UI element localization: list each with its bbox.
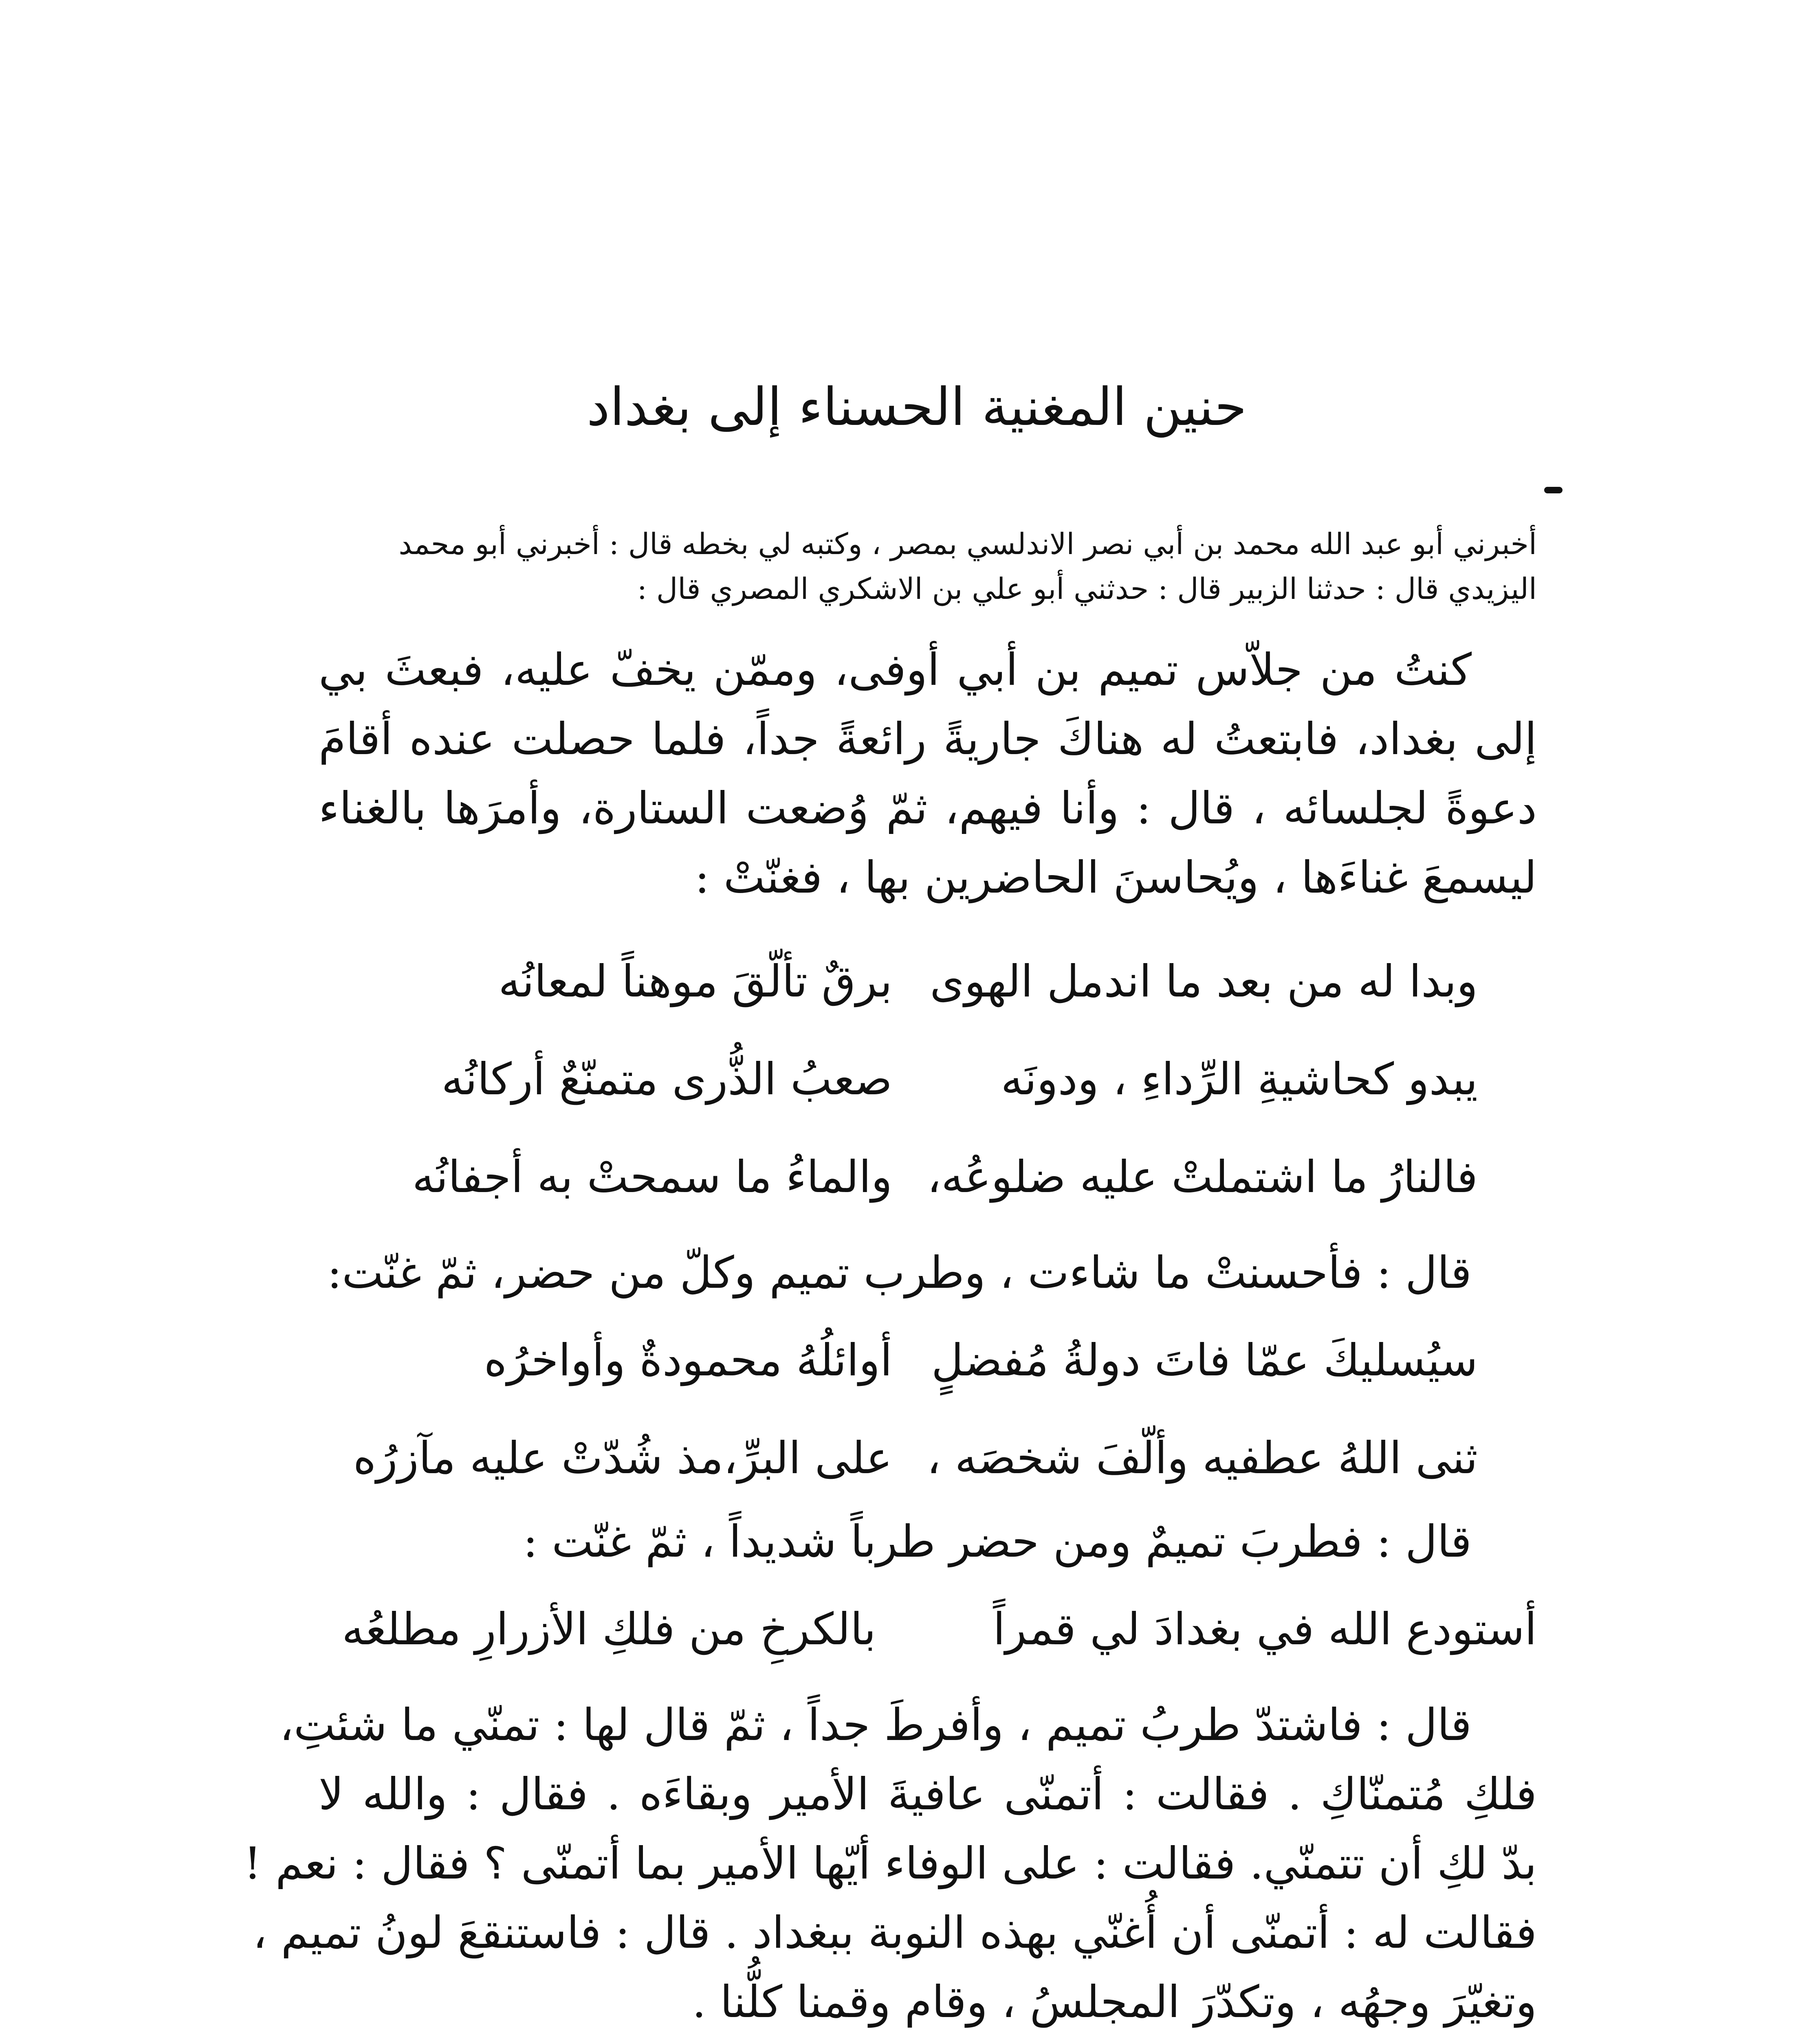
verse-first-hemistich: فالنارُ ما اشتملتْ عليه ضلوعُه،	[927, 1152, 1478, 1203]
verse-first-hemistich: ثنى اللهُ عطفيه وألّفَ شخصَه ،	[927, 1433, 1478, 1484]
paragraph-line: دعوةً لجلسائه ، قال : وأنا فيهم، ثمّ وُضعت الستارة، وأمرَها بالغناء	[319, 783, 1537, 834]
narration-line: قال : فأحسنتْ ما شاءت ، وطرب تميم وكلّ من حضر، ثمّ غنّت:	[327, 1247, 1472, 1298]
paragraph-line: ليسمعَ غناءَها ، ويُحاسنَ الحاضرين بها ، فغنّتْ :	[695, 852, 1537, 903]
verse-first-hemistich: سيُسليكَ عمّا فاتَ دولةُ مُفضلٍ	[931, 1335, 1478, 1386]
verse-second-hemistich: صعبُ الذُّرى متمنّعٌ أركانُه	[441, 1054, 892, 1105]
paragraph-line: بدّ لكِ أن تتمنّي. فقالت : على الوفاء أيّها الأمير بما أتمنّى ؟ فقال : نعم !	[244, 1838, 1537, 1889]
paragraph-line: فقالت له : أتمنّى أن أُغنّي بهذه النوبة ببغداد . قال : فاستنقعَ لونُ تميم ،	[253, 1907, 1537, 1958]
paragraph-line: كنتُ من جلاّس تميم بن أبي أوفى، وممّن يخفّ عليه، فبعثَ بي	[319, 645, 1472, 695]
paragraph-line: إلى بغداد، فابتعتُ له هناكَ جاريةً رائعةً جداً، فلما حصلت عنده أقامَ	[319, 714, 1537, 765]
verse-second-hemistich: بالكرخِ من فلكِ الأزرارِ مطلعُه	[342, 1604, 876, 1655]
verse-first-hemistich: أستودع الله في بغدادَ لي قمراً	[993, 1604, 1537, 1655]
verse-second-hemistich: أوائلُهُ محمودةٌ وأواخرُه	[484, 1335, 892, 1386]
verse-second-hemistich: على البرِّ،مذ شُدّتْ عليه مآزرُه	[353, 1433, 892, 1484]
chapter-title: حنين المغنية الحسناء إلى بغداد	[586, 377, 1247, 438]
verse-second-hemistich: برقٌ تألّقَ موهناً لمعانُه	[498, 956, 892, 1007]
paragraph-line: وتغيّرَ وجهُه ، وتكدّرَ المجلسُ ، وقام وقمنا كلُّنا .	[692, 1977, 1537, 2028]
paragraph-line: قال : فاشتدّ طربُ تميم ، وأفرطَ جداً ، ثمّ قال لها : تمنّي ما شئتِ،	[279, 1700, 1472, 1751]
isnad-line: أخبرني أبو عبد الله محمد بن أبي نصر الاندلسي بمصر ، وكتبه لي بخطه قال : أخبرني أبو محمد	[398, 527, 1537, 561]
verse-first-hemistich: وبدا له من بعد ما اندمل الهوى	[930, 956, 1478, 1007]
narration-line: قال : فطربَ تميمٌ ومن حضر طرباً شديداً ، ثمّ غنّت :	[523, 1516, 1472, 1567]
isnad-line: اليزيدي قال : حدثنا الزبير قال : حدثني أبو علي بن الاشكري المصري قال :	[637, 572, 1537, 606]
paragraph-line: فلكِ مُتمنّاكِ . فقالت : أتمنّى عافيةَ الأمير وبقاءَه . فقال : والله لا	[319, 1769, 1537, 1820]
verse-second-hemistich: والماءُ ما سمحتْ به أجفانُه	[412, 1152, 892, 1203]
verse-first-hemistich: يبدو كحاشيةِ الرِّداءِ ، ودونَه	[1001, 1054, 1478, 1105]
margin-mark	[1544, 487, 1563, 493]
